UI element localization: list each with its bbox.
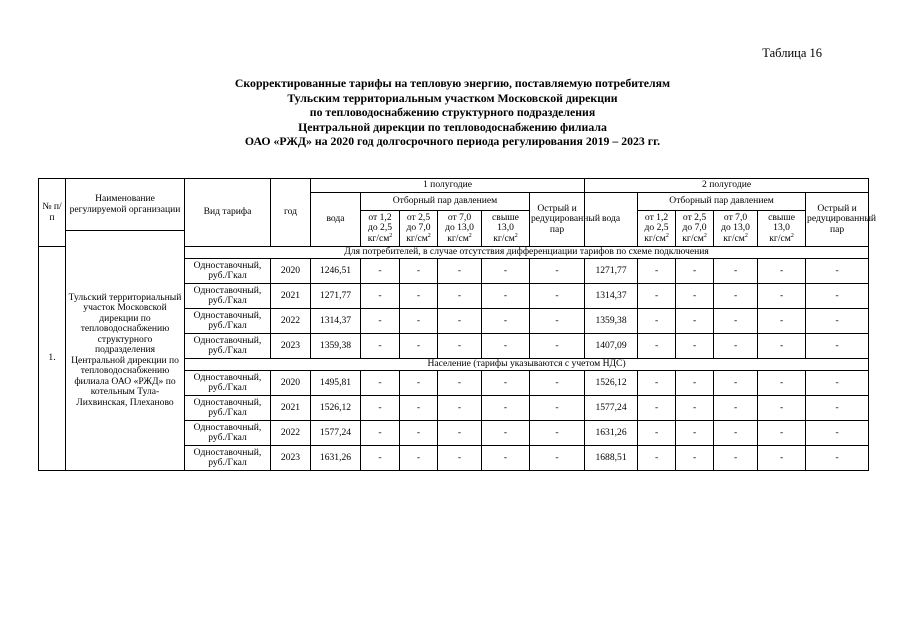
tariff-type: Одноставочный, руб./Гкал xyxy=(185,371,271,396)
empty-value: - xyxy=(361,446,400,471)
year-cell: 2023 xyxy=(271,446,311,471)
water-tariff-h1: 1314,37 xyxy=(311,309,361,334)
header-pressure-3: от 7,0 до 13,0 $кг/см^2$ xyxy=(438,211,482,247)
header-water-1: вода xyxy=(311,193,361,247)
empty-value: - xyxy=(438,259,482,284)
empty-value: - xyxy=(758,371,806,396)
empty-value: - xyxy=(806,334,869,359)
empty-value: - xyxy=(438,371,482,396)
empty-value: - xyxy=(806,421,869,446)
empty-value: - xyxy=(361,396,400,421)
water-tariff-h2: 1631,26 xyxy=(585,421,638,446)
title-line: ОАО «РЖД» на 2020 год долгосрочного периода регулирования 2019 – 2023 гг. xyxy=(244,134,661,149)
header-pressure-3: от 7,0 до 13,0 $кг/см^2$ xyxy=(714,211,758,247)
empty-value: - xyxy=(530,421,585,446)
empty-value: - xyxy=(400,371,438,396)
empty-value: - xyxy=(530,396,585,421)
empty-value: - xyxy=(676,309,714,334)
header-sharp-steam-2: Острый и редуцированный пар xyxy=(806,193,869,247)
header-pressure-1: от 1,2 до 2,5 $кг/см^2$ xyxy=(361,211,400,247)
tariff-type: Одноставочный, руб./Гкал xyxy=(185,421,271,446)
water-tariff-h1: 1631,26 xyxy=(311,446,361,471)
section-heading: Для потребителей, в случае отсутствия дифференциации тарифов по схеме подключения xyxy=(185,247,869,259)
table-number-label: Таблица 16 xyxy=(762,46,822,60)
empty-value: - xyxy=(714,371,758,396)
document-title xyxy=(0,76,905,149)
header-pressure-2: от 2,5 до 7,0 $кг/см^2$ xyxy=(400,211,438,247)
empty-value: - xyxy=(758,446,806,471)
empty-value: - xyxy=(638,334,676,359)
header-year: год xyxy=(271,179,311,247)
empty-value: - xyxy=(806,446,869,471)
empty-value: - xyxy=(482,396,530,421)
empty-value: - xyxy=(438,284,482,309)
empty-value: - xyxy=(758,284,806,309)
water-tariff-h2: 1688,51 xyxy=(585,446,638,471)
tariff-type: Одноставочный, руб./Гкал xyxy=(185,334,271,359)
empty-value: - xyxy=(638,284,676,309)
title-line: по тепловодоснабжению структурного подразделения xyxy=(309,105,596,120)
header-steam-2: Отборный пар давлением xyxy=(638,193,806,211)
year-cell: 2022 xyxy=(271,421,311,446)
empty-value: - xyxy=(758,421,806,446)
tariff-table xyxy=(38,178,877,471)
water-tariff-h1: 1359,38 xyxy=(311,334,361,359)
year-cell: 2023 xyxy=(271,334,311,359)
empty-value: - xyxy=(806,309,869,334)
empty-value: - xyxy=(758,396,806,421)
empty-value: - xyxy=(400,334,438,359)
header-organization: Наименование регулируемой организации xyxy=(66,179,185,231)
water-tariff-h1: 1577,24 xyxy=(311,421,361,446)
year-cell: 2022 xyxy=(271,309,311,334)
water-tariff-h1: 1246,51 xyxy=(311,259,361,284)
empty-value: - xyxy=(530,446,585,471)
empty-value: - xyxy=(676,421,714,446)
empty-value: - xyxy=(676,396,714,421)
organization-name: Тульский территориальный участок Московской дирекции по тепловодоснабжению структурного подразделения Центральной дирекции по тепловодоснабжению филиала ОАО «РЖД» по котельным Тула-Лихвинская, Плеханово xyxy=(66,231,185,471)
header-pressure-4: свыше 13,0 $кг/см^2$ xyxy=(482,211,530,247)
empty-value: - xyxy=(438,446,482,471)
empty-value: - xyxy=(361,284,400,309)
title-line: Скорректированные тарифы на тепловую энергию, поставляемую потребителям xyxy=(234,76,671,90)
empty-value: - xyxy=(714,421,758,446)
water-tariff-h1: 1526,12 xyxy=(311,396,361,421)
water-tariff-h2: 1359,38 xyxy=(585,309,638,334)
empty-value: - xyxy=(806,259,869,284)
water-tariff-h2: 1271,77 xyxy=(585,259,638,284)
water-tariff-h2: 1314,37 xyxy=(585,284,638,309)
empty-value: - xyxy=(482,334,530,359)
empty-value: - xyxy=(638,421,676,446)
header-half-1: 1 полугодие xyxy=(311,179,585,193)
empty-value: - xyxy=(400,396,438,421)
water-tariff-h1: 1495,81 xyxy=(311,371,361,396)
water-tariff-h2: 1526,12 xyxy=(585,371,638,396)
tariff-type: Одноставочный, руб./Гкал xyxy=(185,396,271,421)
empty-value: - xyxy=(361,309,400,334)
empty-value: - xyxy=(530,284,585,309)
empty-value: - xyxy=(482,284,530,309)
title-line: Тульским территориальным участком Московской дирекции xyxy=(287,90,618,105)
year-cell: 2021 xyxy=(271,396,311,421)
empty-value: - xyxy=(714,334,758,359)
empty-value: - xyxy=(482,446,530,471)
empty-value: - xyxy=(758,334,806,359)
header-sharp-steam-1: Острый и редуцированный пар xyxy=(530,193,585,247)
empty-value: - xyxy=(714,259,758,284)
empty-value: - xyxy=(400,309,438,334)
header-half-2: 2 полугодие xyxy=(585,179,869,193)
header-pressure-2: от 2,5 до 7,0 $кг/см^2$ xyxy=(676,211,714,247)
empty-value: - xyxy=(806,396,869,421)
empty-value: - xyxy=(400,259,438,284)
year-cell: 2020 xyxy=(271,371,311,396)
tariff-type: Одноставочный, руб./Гкал xyxy=(185,259,271,284)
header-pressure-1: от 1,2 до 2,5 $кг/см^2$ xyxy=(638,211,676,247)
tariff-type: Одноставочный, руб./Гкал xyxy=(185,284,271,309)
empty-value: - xyxy=(676,284,714,309)
year-cell: 2021 xyxy=(271,284,311,309)
empty-value: - xyxy=(676,371,714,396)
empty-value: - xyxy=(361,334,400,359)
empty-value: - xyxy=(714,309,758,334)
header-tariff-type: Вид тарифа xyxy=(185,179,271,247)
empty-value: - xyxy=(482,309,530,334)
tariff-type: Одноставочный, руб./Гкал xyxy=(185,446,271,471)
empty-value: - xyxy=(806,284,869,309)
empty-value: - xyxy=(638,371,676,396)
empty-value: - xyxy=(676,334,714,359)
empty-value: - xyxy=(676,259,714,284)
empty-value: - xyxy=(482,371,530,396)
empty-value: - xyxy=(400,446,438,471)
header-steam-1: Отборный пар давлением xyxy=(361,193,530,211)
empty-value: - xyxy=(361,371,400,396)
empty-value: - xyxy=(806,371,869,396)
empty-value: - xyxy=(638,446,676,471)
header-number: № п/п xyxy=(39,179,66,247)
tariff-type: Одноставочный, руб./Гкал xyxy=(185,309,271,334)
empty-value: - xyxy=(400,284,438,309)
empty-value: - xyxy=(758,309,806,334)
empty-value: - xyxy=(400,421,438,446)
empty-value: - xyxy=(638,259,676,284)
empty-value: - xyxy=(714,284,758,309)
empty-value: - xyxy=(714,396,758,421)
empty-value: - xyxy=(530,259,585,284)
empty-value: - xyxy=(361,259,400,284)
empty-value: - xyxy=(714,446,758,471)
title-line: Центральной дирекции по тепловодоснабжению филиала xyxy=(298,119,607,134)
empty-value: - xyxy=(638,309,676,334)
year-cell: 2020 xyxy=(271,259,311,284)
row-number: 1. xyxy=(39,247,66,471)
water-tariff-h2: 1407,09 xyxy=(585,334,638,359)
water-tariff-h2: 1577,24 xyxy=(585,396,638,421)
empty-value: - xyxy=(438,309,482,334)
empty-value: - xyxy=(438,421,482,446)
empty-value: - xyxy=(758,259,806,284)
empty-value: - xyxy=(482,421,530,446)
water-tariff-h1: 1271,77 xyxy=(311,284,361,309)
empty-value: - xyxy=(438,396,482,421)
section-heading: Население (тарифы указываются с учетом НДС) xyxy=(185,359,869,371)
empty-value: - xyxy=(530,334,585,359)
empty-value: - xyxy=(438,334,482,359)
header-water-2: вода xyxy=(585,193,638,247)
empty-value: - xyxy=(530,371,585,396)
empty-value: - xyxy=(638,396,676,421)
empty-value: - xyxy=(482,259,530,284)
empty-value: - xyxy=(530,309,585,334)
header-pressure-4: свыше 13,0 $кг/см^2$ xyxy=(758,211,806,247)
empty-value: - xyxy=(361,421,400,446)
empty-value: - xyxy=(676,446,714,471)
